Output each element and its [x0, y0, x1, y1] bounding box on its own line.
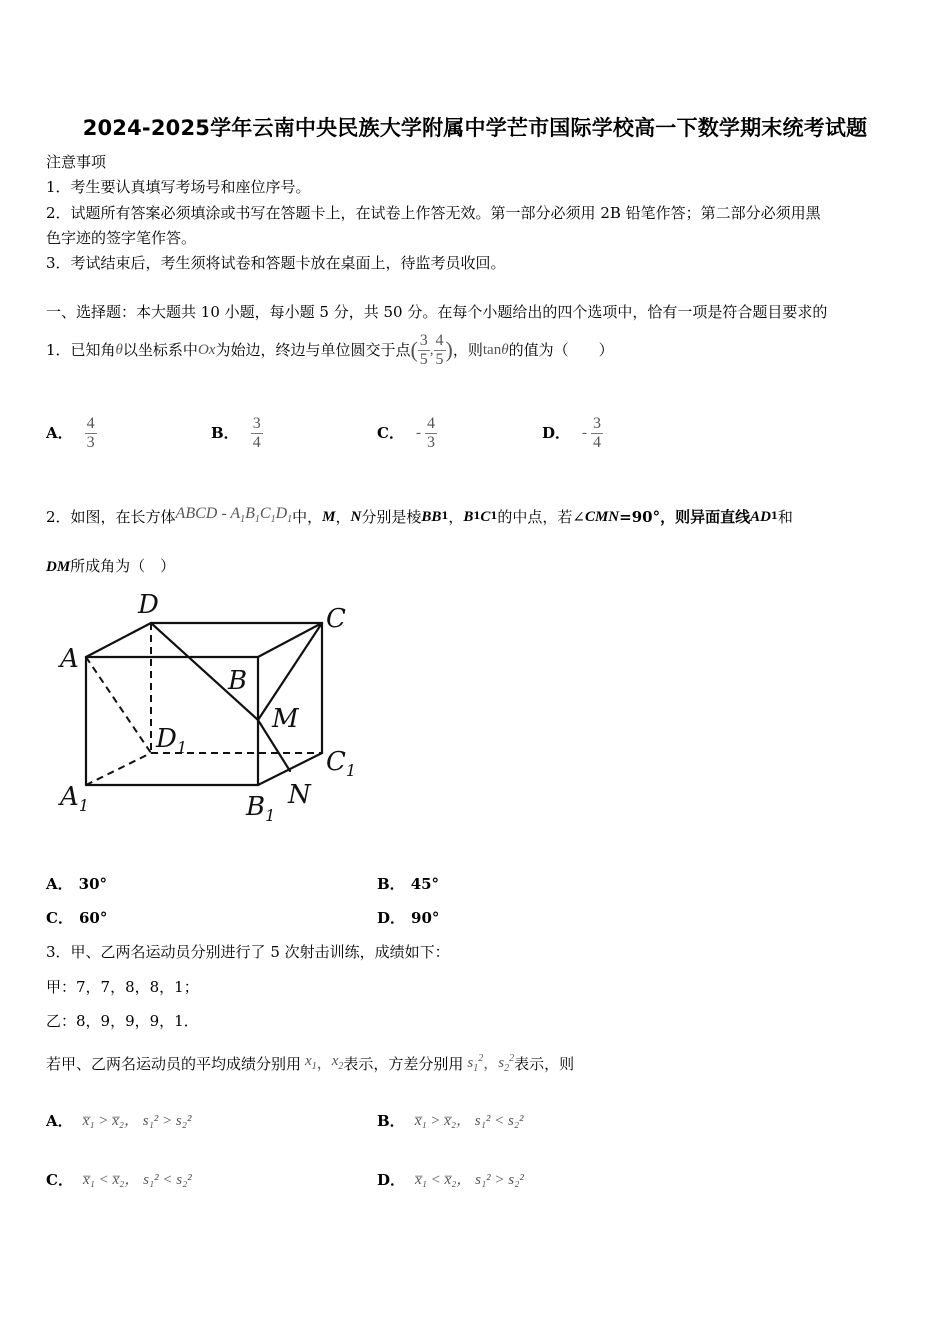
- q1-option-a[interactable]: A． $\frac{4}{3}$: [46, 414, 95, 451]
- question-1-stem: [46, 326, 614, 374]
- q1-text-prefix: 1．已知角: [46, 341, 116, 359]
- question-2-stem: 2．如图，在长方体 ABCD - $A_1B_1C_1D_1$ 中， M ， N 分别是棱 BB 1 ， B 1 C 1 的中点，若∠ CMN =90°，则异面直线 AD 1 和: [46, 500, 793, 534]
- q1-point-x-fraction: $\frac{3}{5}$: [419, 331, 428, 368]
- q1-text-part2: 以坐标系中: [122, 341, 198, 359]
- q2-option-c[interactable]: C． 60°: [46, 909, 108, 927]
- label-c1: $C_1$: [326, 747, 357, 780]
- question-3-stem: 3．甲、乙两名运动员分别进行了 5 次射击训练，成绩如下：: [46, 943, 450, 961]
- q1-option-a-fraction: $\frac{4}{3}$: [86, 414, 95, 451]
- notice-item-3: 3．考试结束后，考生须将试卷和答题卡放在桌面上，待监考员收回。: [46, 254, 506, 272]
- q3-question-line: 若甲、乙两名运动员的平均成绩分别用 $x_1$ ， $x_2$ 表示，方差分别用 $s_1^2$ ， $s_2^2$ 表示，则: [46, 1053, 575, 1074]
- q1-theta: θ: [115, 342, 123, 358]
- label-m: M: [272, 704, 299, 734]
- notice-item-2: 2．试题所有答案必须填涂或书写在答题卡上，在试卷上作答无效。第一部分必须用 2B 铅笔作答；第二部分必须用黑: [46, 204, 821, 222]
- q3-option-a[interactable]: A． x̅₁ > x̅₂， s₁² > s₂²: [46, 1112, 192, 1130]
- q3-option-c[interactable]: C． x̅₁ < x̅₂， s₁² < s₂²: [46, 1171, 192, 1189]
- label-c: C: [326, 604, 346, 634]
- q1-option-c[interactable]: C． - $\frac{4}{3}$: [377, 414, 435, 451]
- label-b: B: [228, 666, 248, 696]
- label-b1: $B_1$: [246, 792, 276, 825]
- label-a: A: [60, 644, 79, 674]
- cuboid-figure: [46, 585, 366, 835]
- q1-theta-2: θ: [501, 342, 509, 358]
- q1-tan: tan: [482, 342, 502, 358]
- q1-option-b-fraction: $\frac{3}{4}$: [252, 414, 261, 451]
- notice-item-1: 1．考生要认真填写考场号和座位序号。: [46, 178, 311, 196]
- q1-text-part3: 为始边，终边与单位圆交于点: [215, 341, 411, 359]
- q2-option-a[interactable]: A． 30°: [46, 875, 108, 893]
- q1-paren-open: (: [410, 337, 418, 362]
- q1-text-part4: ，则: [452, 341, 483, 359]
- q1-paren-close: ): [445, 337, 453, 362]
- q2-option-d[interactable]: D． 90°: [377, 909, 440, 927]
- q1-text-part5: 的值为（ ）: [508, 341, 614, 359]
- q2-text-prefix: 2．如图，在长方体: [46, 508, 176, 526]
- label-n: N: [288, 780, 311, 810]
- label-a1: $A_1$: [60, 782, 89, 815]
- edge-bc: [258, 623, 322, 657]
- q3-option-b[interactable]: B． x̅₁ > x̅₂， s₁² < s₂²: [377, 1112, 524, 1130]
- q1-option-c-fraction: $\frac{4}{3}$: [426, 414, 435, 451]
- q1-option-d-fraction: $\frac{3}{4}$: [593, 414, 602, 451]
- q2-option-b[interactable]: B． 45°: [377, 875, 440, 893]
- edge-ad: [86, 623, 151, 657]
- q3-scores-yi: 乙：8，9，9，9，1．: [46, 1012, 199, 1030]
- q3-option-d[interactable]: D． x̅₁ < x̅₂， s₁² > s₂²: [377, 1171, 524, 1189]
- page-title: 2024-2025学年云南中央民族大学附属中学芒市国际学校高一下数学期末统考试题: [82, 116, 868, 140]
- notice-heading: 注意事项: [46, 153, 107, 171]
- question-2-stem-line2: DM所成角为（ ）: [46, 557, 176, 575]
- label-d: D: [138, 590, 159, 620]
- segment-ad1-hidden: [86, 657, 151, 753]
- edge-a1d1-hidden: [86, 753, 151, 785]
- q1-option-b[interactable]: B． $\frac{3}{4}$: [211, 414, 261, 451]
- q1-ox: Ox: [197, 342, 216, 358]
- q1-point-comma: ,: [429, 342, 434, 358]
- notice-item-2-cont: 色字迹的签字笔作答。: [46, 229, 197, 247]
- q3-scores-jia: 甲：7，7，8，8，1；: [46, 978, 199, 996]
- q1-point-y-fraction: $\frac{4}{5}$: [435, 331, 444, 368]
- q2-solid-name: ABCD - $A_1B_1C_1D_1$: [175, 504, 293, 526]
- section-heading: 一、选择题：本大题共 10 小题，每小题 5 分，共 50 分。在每个小题给出的四个选项中，恰有一项是符合题目要求的: [46, 303, 828, 321]
- q1-option-d[interactable]: D． - $\frac{3}{4}$: [542, 414, 602, 451]
- label-d1: $D_1$: [156, 724, 188, 757]
